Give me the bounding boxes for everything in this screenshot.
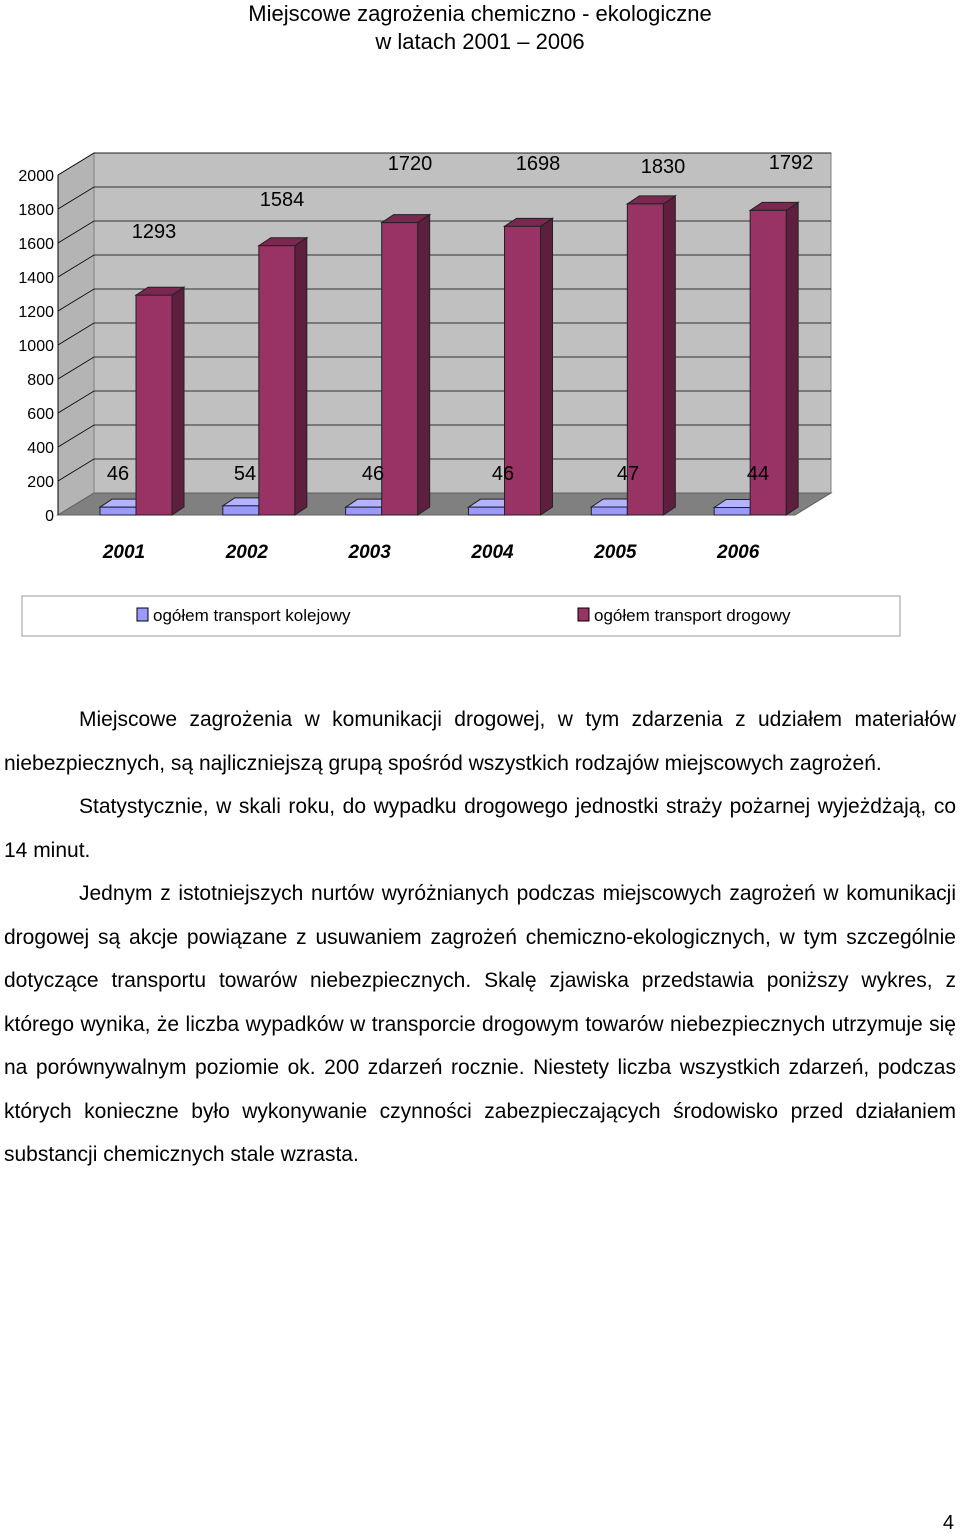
legend-label-drogowy: ogółem transport drogowy — [594, 606, 791, 625]
data-label-drogowy: 1584 — [259, 189, 305, 211]
x-tick-label: 2002 — [225, 542, 268, 563]
data-label-kolejowy: 46 — [491, 463, 515, 485]
legend-swatch-drogowy — [578, 608, 589, 621]
y-tick-label: 1600 — [18, 236, 54, 253]
data-label-kolejowy: 54 — [233, 463, 257, 485]
data-label-drogowy: 1293 — [131, 221, 177, 243]
y-tick-label: 200 — [27, 474, 54, 491]
bar-kolejowy-2002 — [223, 506, 259, 515]
y-tick-label: 2000 — [18, 168, 54, 185]
bar-drogowy-2002 — [259, 246, 295, 515]
bar-drogowy-2003 — [382, 223, 418, 515]
y-tick-label: 800 — [27, 372, 54, 389]
paragraph-2: Statystycznie, w skali roku, do wypadku drogowego jednostki straży pożarnej wyjeżdżają, co 14 minut. — [4, 795, 956, 862]
bar-kolejowy-2001 — [100, 507, 136, 515]
data-label-kolejowy: 44 — [746, 463, 770, 485]
y-tick-label: 600 — [27, 406, 54, 423]
y-tick-label: 1200 — [18, 304, 54, 321]
bar-drogowy-2006-side — [786, 202, 798, 515]
bar-drogowy-2004-side — [541, 218, 553, 515]
legend-swatch-kolejowy — [137, 608, 148, 621]
y-tick-label: 0 — [45, 508, 54, 525]
x-tick-label: 2004 — [471, 542, 514, 563]
x-tick-label: 2006 — [717, 542, 760, 563]
data-label-kolejowy: 46 — [106, 463, 130, 485]
bar-kolejowy-2004 — [469, 507, 505, 515]
bar-kolejowy-2005 — [591, 507, 627, 515]
data-label-kolejowy: 47 — [616, 463, 640, 485]
data-label-drogowy: 1720 — [387, 153, 433, 175]
y-tick-label: 1000 — [18, 338, 54, 355]
body-text — [4, 698, 956, 1177]
y-tick-label: 1400 — [18, 270, 54, 287]
chart-title-line-1: Miejscowe zagrożenia chemiczno - ekologiczne — [248, 1, 712, 26]
bar-drogowy-2002-side — [295, 238, 307, 515]
bar-kolejowy-2006 — [714, 508, 750, 515]
bar-drogowy-2001-side — [172, 287, 184, 515]
data-label-kolejowy: 46 — [361, 463, 385, 485]
page-number: 4 — [942, 1512, 954, 1534]
data-label-drogowy: 1792 — [768, 152, 814, 174]
chart-title — [0, 0, 960, 56]
x-tick-label: 2005 — [594, 542, 637, 563]
legend-label-kolejowy: ogółem transport kolejowy — [153, 606, 351, 625]
bar-drogowy-2003-side — [418, 215, 430, 515]
data-label-drogowy: 1830 — [640, 156, 686, 178]
x-tick-label: 2001 — [102, 542, 146, 563]
x-tick-label: 2003 — [348, 542, 391, 563]
bar-chart — [0, 140, 960, 650]
bar-drogowy-2005-side — [663, 196, 675, 515]
paragraph-1: Miejscowe zagrożenia w komunikacji drogowej, w tym zdarzenia z udziałem materiałów niebezpiecznych, są najliczniejszą grupą spośród wszystkich rodzajów miejscowych zagrożeń. — [4, 708, 956, 775]
y-tick-label: 400 — [27, 440, 54, 457]
paragraph-3: Jednym z istotniejszych nurtów wyróżnianych podczas miejscowych zagrożeń w komunikacji drogowej są akcje powiązane z usuwaniem zagrożeń chemiczno-ekologicznych, w tym szczególnie dotyczące transportu towarów niebezpiecznych. Skalę zjawiska przedstawia poniższy wykres, z którego wynika, że liczba wypadków w transporcie drogowym towarów niebezpiecznych utrzymuje się na porównywalnym poziomie ok. 200 zdarzeń rocznie. Niestety liczba wszystkich zdarzeń, podczas których konieczne było wykonywanie czynności zabezpieczających środowisko przed działaniem substancji chemicznych stale wzrasta. — [4, 882, 956, 1166]
bar-drogowy-2001 — [136, 295, 172, 515]
bar-kolejowy-2003 — [346, 507, 382, 515]
chart-title-line-2: w latach 2001 – 2006 — [375, 29, 585, 54]
data-label-drogowy: 1698 — [515, 153, 561, 175]
y-tick-label: 1800 — [18, 202, 54, 219]
